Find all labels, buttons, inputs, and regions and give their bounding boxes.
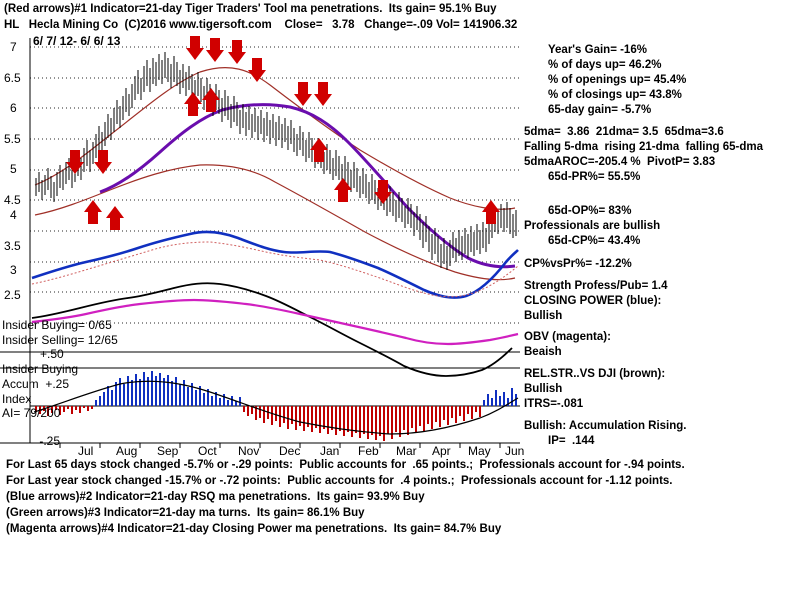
cp-percent: 65d-CP%= 43.4%	[548, 235, 641, 247]
insider-buying-label: Insider Buying	[2, 362, 79, 376]
obv-label: OBV (magenta):	[524, 331, 611, 343]
red-up-arrows	[84, 88, 500, 230]
closing-power-label: CLOSING POWER (blue):	[524, 295, 662, 307]
date-range-label: 6/ 7/ 12- 6/ 6/ 13	[33, 34, 121, 48]
ytick-3-5: 3.5	[4, 239, 21, 253]
ytick-6-5: 6.5	[4, 71, 21, 85]
ip-value: IP= .144	[548, 435, 595, 447]
ma-values: 5dma= 3.86 21dma= 3.5 65dma=3.6	[524, 126, 724, 138]
ytick-6: 6	[10, 101, 17, 115]
footer-line-3: (Blue arrows)#2 Indicator=21-day RSQ ma penetrations. Its gain= 93.9% Buy	[6, 491, 425, 503]
ytick-4-5: 4.5	[4, 193, 21, 207]
ytick-5-5: 5.5	[4, 132, 21, 146]
xtick-sep: Sep	[157, 444, 179, 458]
xtick-aug: Aug	[116, 444, 138, 458]
footer-line-2: For Last year stock changed -15.7% or -.72 points: Public accounts for .4 points.; Professionals account for -1.12 points.	[6, 475, 673, 487]
closing-power-value: Bullish	[524, 310, 563, 322]
footer-line-1: For Last 65 days stock changed -5.7% or -.29 points: Public accounts for .65 points.; Professionals account for -.94 points.	[6, 459, 685, 471]
footer-line-5: (Magenta arrows)#4 Indicator=21-day Closing Power ma penetrations. Its gain= 84.7% Buy	[6, 523, 502, 535]
stat-closings-up: % of closings up= 43.8%	[548, 89, 682, 101]
xtick-feb: Feb	[358, 444, 379, 458]
xtick-jun: Jun	[505, 444, 525, 458]
relstr-value: Bullish	[524, 383, 563, 395]
op-percent: 65d-OP%= 83%	[548, 205, 632, 217]
obv-value: Beaish	[524, 346, 562, 358]
ytick-7: 7	[10, 40, 17, 54]
stat-65day-gain: 65-day gain= -5.7%	[548, 104, 652, 116]
stat-days-up: % of days up= 46.2%	[548, 59, 662, 71]
ytick-2-5: 2.5	[4, 288, 21, 302]
ytick-5: 5	[10, 162, 17, 176]
accumulation-note: Bullish: Accumulation Rising.	[524, 420, 687, 432]
ai-label: AI= 79/200	[2, 406, 61, 420]
accum-label: Accum +.25	[2, 377, 70, 391]
professionals-bullish: Professionals are bullish	[524, 220, 661, 232]
aroc-pivot: 5dmaAROC=-205.4 % PivotP= 3.83	[524, 156, 716, 168]
ytick-4: 4	[10, 208, 17, 222]
index-label: Index	[2, 392, 32, 406]
footer-line-4: (Green arrows)#3 Indicator=21-day ma turns. Its gain= 86.1% Buy	[6, 507, 365, 519]
xtick-jul: Jul	[78, 444, 94, 458]
pr-percent: 65d-PR%= 55.5%	[548, 171, 641, 183]
cp-vs-pr: CP%vsPr%= -12.2%	[524, 258, 632, 270]
xtick-apr: Apr	[432, 444, 451, 458]
xtick-oct: Oct	[198, 444, 217, 458]
xtick-jan: Jan	[320, 444, 340, 458]
insider-buying-065-label: Insider Buying= 0/65	[2, 318, 112, 332]
xtick-dec: Dec	[279, 444, 301, 458]
header-line-1: (Red arrows)#1 Indicator=21-day Tiger Traders' Tool ma penetrations. Its gain= 95.1% Buy	[4, 3, 497, 15]
stat-years-gain: Year's Gain= -16%	[548, 44, 647, 56]
xtick-nov: Nov	[238, 444, 260, 458]
xtick-may: May	[468, 444, 491, 458]
ma-trend: Falling 5-dma rising 21-dma falling 65-dma	[524, 141, 763, 153]
itrs-value: ITRS=-.081	[524, 398, 584, 410]
stat-openings-up: % of openings up= 45.4%	[548, 74, 687, 86]
relstr-label: REL.STR..VS DJI (brown):	[524, 368, 666, 380]
header-line-2: HL Hecla Mining Co (C)2016 www.tigersoft.com Close= 3.78 Change=-.09 Vol= 141906.32	[4, 19, 518, 31]
insider-selling-label: Insider Selling= 12/65	[2, 333, 118, 347]
ytick-3: 3	[10, 263, 17, 277]
plus-50-label: +.50	[40, 347, 64, 361]
minus-25-label: -.25	[36, 434, 61, 448]
xtick-mar: Mar	[396, 444, 417, 458]
strength-prof-pub: Strength Profess/Pub= 1.4	[524, 280, 668, 292]
